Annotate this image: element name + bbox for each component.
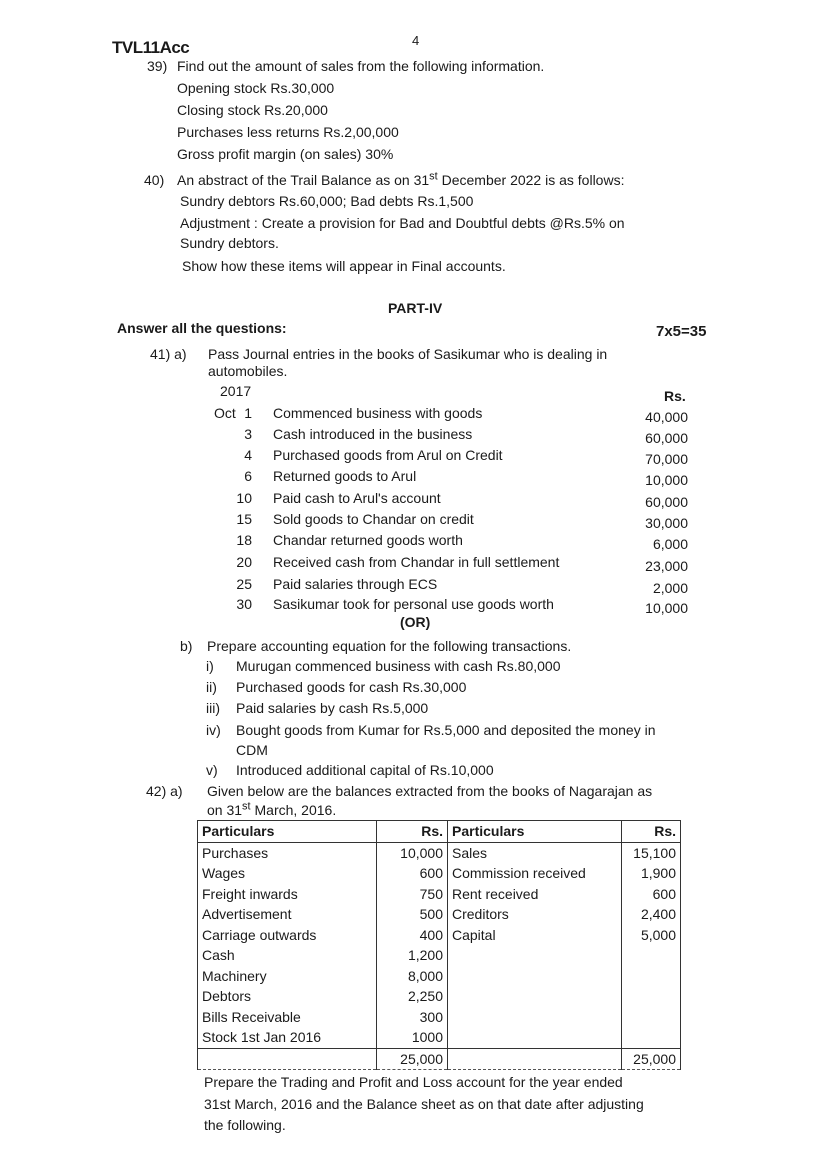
- journal-amount-header: Rs.: [664, 388, 686, 404]
- table-cell: 8,000: [377, 966, 448, 987]
- table-cell: 10,000: [377, 842, 448, 863]
- table-row: [198, 1027, 681, 1048]
- equation-item-text: Bought goods from Kumar for Rs.5,000 and deposited the money in: [236, 722, 656, 738]
- table-cell: [448, 1048, 622, 1070]
- table-cell: 15,100: [622, 842, 681, 863]
- journal-entry-amount: 10,000: [645, 600, 688, 616]
- journal-entry-text: Purchased goods from Arul on Credit: [273, 447, 503, 463]
- table-cell: 500: [377, 904, 448, 925]
- table-cell: 2,400: [622, 904, 681, 925]
- journal-entry-text: Paid cash to Arul's account: [273, 490, 441, 506]
- q41-question-cont: automobiles.: [208, 363, 288, 379]
- journal-entry-text: Chandar returned goods worth: [273, 532, 463, 548]
- equation-item-text: Introduced additional capital of Rs.10,000: [236, 762, 494, 778]
- table-cell: [198, 1048, 377, 1070]
- table-cell: [448, 966, 622, 987]
- table-cell: [622, 986, 681, 1007]
- page-number: 4: [412, 33, 420, 48]
- table-cell: 400: [377, 925, 448, 946]
- table-cell: Rs.: [377, 821, 448, 843]
- q42-closing-line3: the following.: [204, 1117, 286, 1133]
- table-cell: Particulars: [448, 821, 622, 843]
- table-cell: Commission received: [452, 865, 586, 881]
- table-cell: Debtors: [198, 986, 377, 1007]
- q42-number: 42) a): [146, 783, 183, 799]
- journal-entry-text: Returned goods to Arul: [273, 468, 417, 484]
- journal-entry-text: Sasikumar took for personal use goods worth: [273, 596, 554, 612]
- journal-entry-amount: 30,000: [645, 515, 688, 531]
- q41-b-label: b): [180, 638, 193, 654]
- table-cell: [448, 1027, 622, 1048]
- trial-balance-table: [197, 820, 681, 1070]
- q39-item: Opening stock Rs.30,000: [177, 80, 335, 96]
- table-row: [198, 945, 681, 966]
- journal-entry-amount: 60,000: [645, 494, 688, 510]
- table-cell: 300: [377, 1007, 448, 1028]
- equation-item-number: iv): [206, 722, 221, 738]
- equation-item-text: Purchased goods for cash Rs.30,000: [236, 679, 467, 695]
- q40-number: 40): [144, 172, 165, 188]
- or-separator: (OR): [400, 614, 431, 630]
- table-cell: Stock 1st Jan 2016: [198, 1027, 377, 1048]
- table-cell: 600: [377, 863, 448, 884]
- table-cell: [448, 1007, 622, 1028]
- equation-item-number: ii): [206, 679, 217, 695]
- table-row: [198, 904, 681, 925]
- q39-question: Find out the amount of sales from the following information.: [177, 58, 545, 74]
- equation-item-text: CDM: [236, 742, 268, 758]
- journal-entry-date: 10: [236, 490, 252, 506]
- q39-item: Gross profit margin (on sales) 30%: [177, 146, 394, 162]
- q40-line3: Adjustment : Create a provision for Bad and Doubtful debts @Rs.5% on: [180, 215, 625, 231]
- table-total-row: [198, 1048, 681, 1070]
- table-row: [198, 884, 681, 905]
- q42-closing-line2: 31st March, 2016 and the Balance sheet as on that date after adjusting: [204, 1096, 644, 1112]
- table-cell: Carriage outwards: [198, 925, 377, 946]
- table-cell: Cash: [198, 945, 377, 966]
- journal-entry-text: Paid salaries through ECS: [273, 576, 438, 592]
- table-cell: Creditors: [452, 906, 509, 922]
- journal-entry-amount: 23,000: [645, 558, 688, 574]
- q42-closing-line1: Prepare the Trading and Profit and Loss account for the year ended: [204, 1074, 623, 1090]
- journal-entry-text: Cash introduced in the business: [273, 426, 473, 442]
- table-cell: 1000: [377, 1027, 448, 1048]
- table-cell: [448, 986, 622, 1007]
- table-header-row: [198, 821, 681, 843]
- journal-entry-amount: 10,000: [645, 472, 688, 488]
- table-row: [198, 986, 681, 1007]
- table-cell: Capital: [452, 926, 496, 943]
- q39-number: 39): [147, 58, 168, 74]
- journal-entry-date: 20: [236, 554, 252, 570]
- table-cell: 1,200: [377, 945, 448, 966]
- journal-entry-date: 6: [244, 468, 252, 484]
- q41-number: 41) a): [150, 346, 187, 362]
- q40-line2: Sundry debtors Rs.60,000; Bad debts Rs.1,500: [180, 193, 474, 209]
- journal-entry-text: Commenced business with goods: [273, 405, 483, 421]
- equation-item-number: iii): [206, 700, 220, 716]
- equation-item-number: i): [206, 658, 214, 674]
- journal-year: 2017: [220, 383, 252, 399]
- table-cell: [622, 1007, 681, 1028]
- table-cell: Machinery: [198, 966, 377, 987]
- table-cell: [622, 1027, 681, 1048]
- table-cell: Particulars: [198, 821, 377, 843]
- table-row: [198, 863, 681, 884]
- table-cell: 2,250: [377, 986, 448, 1007]
- q39-item: Purchases less returns Rs.2,00,000: [177, 124, 399, 140]
- q40-line5: Show how these items will appear in Final accounts.: [182, 258, 506, 274]
- table-cell: Purchases: [198, 842, 377, 863]
- table-cell: 5,000: [622, 925, 681, 946]
- table-cell: Wages: [198, 863, 377, 884]
- journal-entry-date: 1: [244, 405, 252, 421]
- table-cell: Rs.: [622, 821, 681, 843]
- q41-b-question: Prepare accounting equation for the following transactions.: [207, 638, 572, 654]
- table-cell: 25,000: [622, 1048, 681, 1070]
- q39-item: Closing stock Rs.20,000: [177, 102, 328, 118]
- part-title: PART-IV: [388, 300, 443, 316]
- equation-item-number: v): [206, 762, 218, 778]
- journal-entry-amount: 60,000: [645, 430, 688, 446]
- paper-code: TVL11Acc: [112, 38, 190, 57]
- table-cell: Freight inwards: [198, 884, 377, 905]
- journal-entry-date: 18: [236, 532, 252, 548]
- table-cell: Sales: [452, 844, 488, 861]
- table-row: [198, 842, 681, 863]
- part-instruction: Answer all the questions:: [117, 320, 287, 336]
- table-row: [198, 925, 681, 946]
- journal-entry-date: 4: [244, 447, 252, 463]
- journal-month: Oct: [214, 405, 236, 421]
- q42-question: Given below are the balances extracted from the books of Nagarajan as: [207, 783, 653, 799]
- table-cell: Advertisement: [198, 904, 377, 925]
- table-cell: Bills Receivable: [198, 1007, 377, 1028]
- table-cell: 25,000: [377, 1048, 448, 1070]
- table-row: [198, 1007, 681, 1028]
- q42-question-cont: on 31st March, 2016.: [207, 800, 337, 818]
- part-marks: 7x5=35: [656, 323, 707, 340]
- table-cell: 1,900: [622, 863, 681, 884]
- table-cell: [622, 966, 681, 987]
- table-cell: [448, 945, 622, 966]
- table-cell: 600: [622, 884, 681, 905]
- q40-line4: Sundry debtors.: [180, 235, 279, 251]
- equation-item-text: Paid salaries by cash Rs.5,000: [236, 700, 429, 716]
- table-cell: Rent received: [452, 885, 539, 902]
- journal-entry-text: Received cash from Chandar in full settlement: [273, 554, 560, 570]
- journal-entry-date: 25: [236, 576, 252, 592]
- journal-entry-date: 3: [244, 426, 252, 442]
- journal-entry-amount: 6,000: [652, 536, 688, 552]
- journal-entry-text: Sold goods to Chandar on credit: [273, 511, 474, 527]
- journal-entry-amount: 2,000: [652, 580, 688, 596]
- q40-line1: An abstract of the Trail Balance as on 31st December 2022 is as follows:: [177, 170, 625, 188]
- journal-entry-amount: 40,000: [645, 409, 688, 425]
- equation-item-text: Murugan commenced business with cash Rs.80,000: [236, 658, 561, 674]
- journal-entry-amount: 70,000: [645, 451, 688, 467]
- journal-entry-date: 30: [236, 596, 252, 612]
- table-cell: 750: [377, 884, 448, 905]
- table-row: [198, 966, 681, 987]
- table-cell: [622, 945, 681, 966]
- q41-question: Pass Journal entries in the books of Sasikumar who is dealing in: [208, 346, 608, 362]
- journal-entry-date: 15: [236, 511, 252, 527]
